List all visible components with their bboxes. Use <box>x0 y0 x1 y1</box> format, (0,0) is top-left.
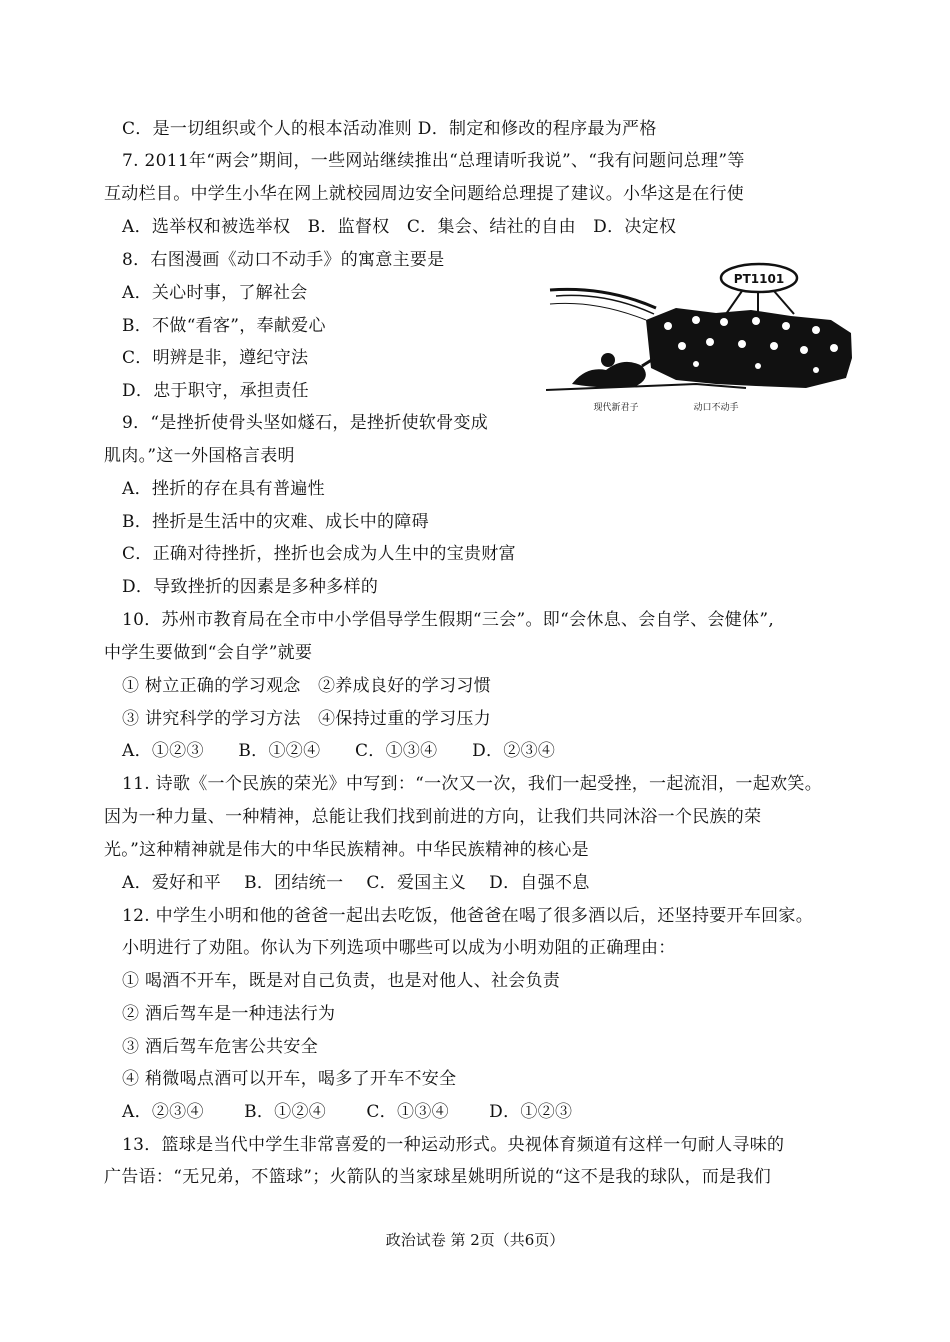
text-line: ② 酒后驾车是一种违法行为 <box>122 1004 336 1024</box>
text-line: 10．苏州市教育局在全市中小学倡导学生假期“三会”。即“会休息、会自学、会健体”, <box>122 610 775 630</box>
text-line: A．①②③ B．①②④ C．①③④ D．②③④ <box>122 741 556 761</box>
text-line: 互动栏目。中学生小华在网上就校园周边安全问题给总理提了建议。小华这是在行使 <box>104 184 745 204</box>
text-line: C．正确对待挫折，挫折也会成为人生中的宝贵财富 <box>122 544 516 564</box>
text-line: B．挫折是生活中的灾难、成长中的障碍 <box>122 512 429 532</box>
text-line: B．不做“看客”，奉献爱心 <box>122 316 326 336</box>
text-line: 中学生要做到“会自学”就要 <box>104 643 313 663</box>
text-line: A．关心时事，了解社会 <box>122 283 308 303</box>
text-line: A．②③④ B．①②④ C．①③④ D．①②③ <box>122 1102 573 1122</box>
text-line: A．爱好和平 B．团结统一 C．爱国主义 D．自强不息 <box>122 873 590 893</box>
text-line: C．明辨是非，遵纪守法 <box>122 348 309 368</box>
text-line: D．导致挫折的因素是多种多样的 <box>122 577 379 597</box>
text-line: ③ 酒后驾车危害公共安全 <box>122 1037 319 1057</box>
bubble-text: PT1101 <box>733 272 785 286</box>
cartoon-caption-left: 现代新君子 <box>593 403 639 413</box>
page-footer: 政治试卷 第 2页（共6页） <box>385 1231 565 1249</box>
text-line: 广告语：“无兄弟，不篮球”；火箭队的当家球星姚明所说的“这不是我的球队，而是我们 <box>104 1167 772 1187</box>
text-line: ① 喝酒不开车，既是对自己负责，也是对他人、社会负责 <box>122 971 561 991</box>
text-line: A．挫折的存在具有普遍性 <box>122 479 325 499</box>
text-line: 13．篮球是当代中学生非常喜爱的一种运动形式。央视体育频道有这样一句耐人寻味的 <box>122 1135 785 1155</box>
text-line: 8．右图漫画《动口不动手》的寓意主要是 <box>122 250 445 270</box>
text-line: 7. 2011年“两会”期间，一些网站继续推出“总理请听我说”、“我有问题问总理”等 <box>122 151 745 171</box>
text-line: A．选举权和被选举权 B．监督权 C．集会、结社的自由 D．决定权 <box>122 217 677 237</box>
cartoon-image <box>546 258 856 416</box>
text-line: 9．“是挫折使骨头坚如燧石，是挫折使软骨变成 <box>122 413 489 433</box>
text-line: ① 树立正确的学习观念 ②养成良好的学习习惯 <box>122 676 492 696</box>
text-line: 12. 中学生小明和他的爸爸一起出去吃饭，他爸爸在喝了很多酒以后，还坚持要开车回家。 <box>122 906 814 926</box>
cartoon-caption-right: 动口不动手 <box>693 403 739 413</box>
text-line: 肌肉。”这一外国格言表明 <box>104 446 295 466</box>
text-line: 光。”这种精神就是伟大的中华民族精神。中华民族精神的核心是 <box>104 840 589 860</box>
text-line: C．是一切组织或个人的根本活动准则 D．制定和修改的程序最为严格 <box>122 119 657 139</box>
text-line: 因为一种力量、一种精神，总能让我们找到前进的方向，让我们共同沐浴一个民族的荣 <box>104 807 762 827</box>
text-line: ③ 讲究科学的学习方法 ④保持过重的学习压力 <box>122 709 492 729</box>
text-line: D．忠于职守，承担责任 <box>122 381 309 401</box>
text-line: 小明进行了劝阻。你认为下列选项中哪些可以成为小明劝阻的正确理由： <box>122 938 676 958</box>
text-line: ④ 稍微喝点酒可以开车，喝多了开车不安全 <box>122 1069 457 1089</box>
text-line: 11. 诗歌《一个民族的荣光》中写到：“一次又一次，我们一起受挫，一起流泪，一起欢笑。 <box>122 774 823 794</box>
